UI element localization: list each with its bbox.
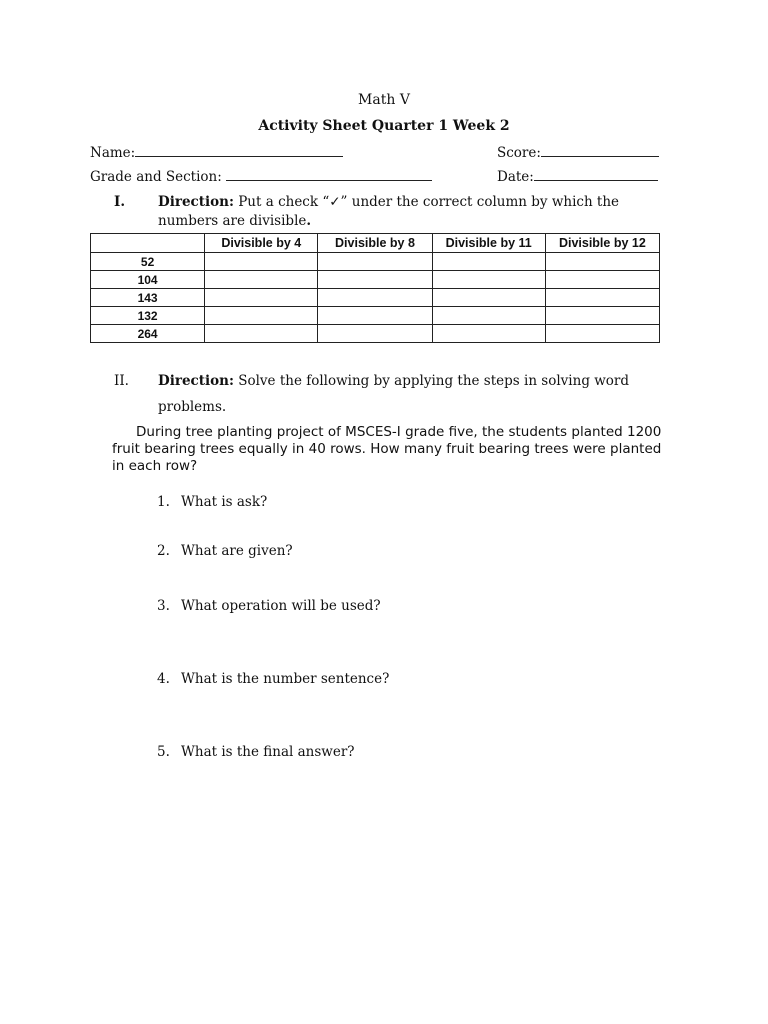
date-field[interactable]: [497, 168, 658, 185]
table-row: [91, 307, 660, 325]
score-blank[interactable]: [541, 144, 659, 157]
row-number: 52: [91, 253, 205, 271]
question-text: What operation will be used?: [181, 598, 381, 614]
check-cell[interactable]: [205, 289, 318, 307]
question-item: [157, 671, 389, 687]
question-item: [157, 543, 293, 559]
question-number: 5.: [157, 744, 170, 760]
check-cell[interactable]: [205, 253, 318, 271]
question-number: 1.: [157, 494, 170, 510]
section2-direction-line1: [158, 373, 629, 389]
check-cell[interactable]: [545, 253, 659, 271]
score-field[interactable]: [497, 144, 659, 161]
table-row: [91, 325, 660, 343]
check-cell[interactable]: [432, 307, 545, 325]
divisibility-table: [90, 233, 660, 343]
question-text: What are given?: [181, 543, 293, 559]
row-number: 132: [91, 307, 205, 325]
check-cell[interactable]: [545, 307, 659, 325]
question-number: 3.: [157, 598, 170, 614]
check-cell[interactable]: [545, 289, 659, 307]
score-label: Score:: [497, 145, 541, 161]
page-title: Activity Sheet Quarter 1 Week 2: [258, 118, 510, 134]
subject-heading: Math V: [358, 92, 410, 108]
word-problem: During tree planting project of MSCES-I grade five, the students planted 1200 fruit bearing trees equally in 40 rows. How many fruit bearing trees were planted in each row?: [112, 424, 662, 474]
check-cell[interactable]: [432, 271, 545, 289]
check-cell[interactable]: [545, 271, 659, 289]
check-cell[interactable]: [432, 325, 545, 343]
section2-direction-label: Direction:: [158, 373, 234, 389]
name-blank[interactable]: [135, 144, 343, 157]
section2-direction-line2: problems.: [158, 399, 227, 415]
check-cell[interactable]: [205, 325, 318, 343]
date-blank[interactable]: [534, 168, 658, 181]
check-cell[interactable]: [432, 289, 545, 307]
date-label: Date:: [497, 169, 534, 185]
section1-numeral: I.: [114, 194, 126, 210]
section1-direction-period: .: [306, 213, 312, 229]
check-cell[interactable]: [318, 289, 432, 307]
section2-numeral: II.: [114, 373, 129, 389]
section2-direction-text: Solve the following by applying the steps in solving word: [233, 373, 630, 389]
grade-section-label: Grade and Section:: [90, 169, 222, 185]
name-field[interactable]: [90, 144, 343, 161]
column-header-blank: [91, 234, 205, 253]
check-cell[interactable]: [318, 253, 432, 271]
grade-section-field[interactable]: [90, 168, 432, 185]
section1-direction-line1: [158, 194, 619, 210]
section1-direction-text2: numbers are divisible: [158, 213, 307, 229]
section1-direction-line2: [158, 213, 311, 229]
section1-direction-text: Put a check “✓” under the correct column by which the: [233, 194, 620, 210]
question-number: 2.: [157, 543, 170, 559]
question-item: [157, 598, 381, 614]
check-cell[interactable]: [545, 325, 659, 343]
column-header-divisible-by-4: Divisible by 4: [205, 234, 318, 253]
check-cell[interactable]: [318, 325, 432, 343]
column-header-divisible-by-12: Divisible by 12: [545, 234, 659, 253]
question-number: 4.: [157, 671, 170, 687]
check-cell[interactable]: [432, 253, 545, 271]
table-header-row: [91, 234, 660, 253]
check-cell[interactable]: [318, 271, 432, 289]
check-cell[interactable]: [205, 307, 318, 325]
column-header-divisible-by-11: Divisible by 11: [432, 234, 545, 253]
table-row: [91, 253, 660, 271]
question-text: What is the final answer?: [181, 744, 355, 760]
name-label: Name:: [90, 145, 136, 161]
column-header-divisible-by-8: Divisible by 8: [318, 234, 432, 253]
question-item: [157, 744, 355, 760]
check-cell[interactable]: [205, 271, 318, 289]
table-row: [91, 271, 660, 289]
row-number: 264: [91, 325, 205, 343]
section1-direction-label: Direction:: [158, 194, 234, 210]
question-text: What is ask?: [181, 494, 268, 510]
check-cell[interactable]: [318, 307, 432, 325]
question-item: [157, 494, 267, 510]
question-text: What is the number sentence?: [181, 671, 390, 687]
table-row: [91, 289, 660, 307]
row-number: 143: [91, 289, 205, 307]
row-number: 104: [91, 271, 205, 289]
grade-section-blank[interactable]: [226, 168, 432, 181]
